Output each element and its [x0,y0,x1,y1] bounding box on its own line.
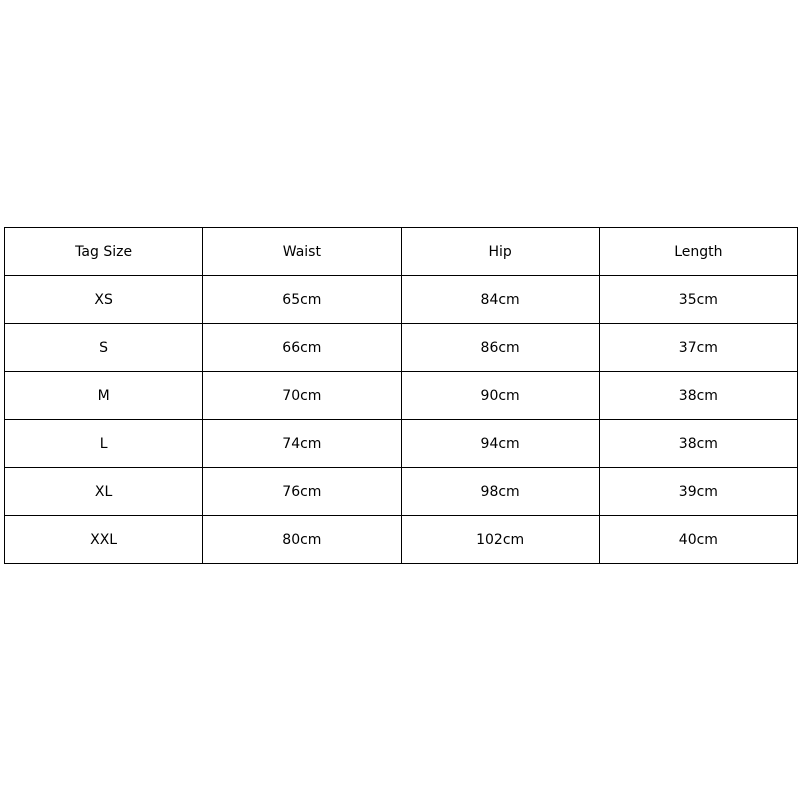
size-chart-table [4,227,798,564]
table-row [5,372,798,420]
table-header [5,228,798,276]
table-row [5,516,798,564]
hip-cell: 102cm [401,516,599,564]
hip-cell: 90cm [401,372,599,420]
hip-cell: 98cm [401,468,599,516]
length-cell: 38cm [599,372,797,420]
table-row [5,276,798,324]
header-tag-size: Tag Size [5,228,203,276]
tag-size-cell: XL [5,468,203,516]
table-body [5,276,798,564]
header-row [5,228,798,276]
length-cell: 35cm [599,276,797,324]
waist-cell: 80cm [203,516,401,564]
tag-size-cell: L [5,420,203,468]
tag-size-cell: XXL [5,516,203,564]
length-cell: 38cm [599,420,797,468]
length-cell: 40cm [599,516,797,564]
header-hip: Hip [401,228,599,276]
waist-cell: 76cm [203,468,401,516]
header-length: Length [599,228,797,276]
header-waist: Waist [203,228,401,276]
hip-cell: 84cm [401,276,599,324]
waist-cell: 66cm [203,324,401,372]
waist-cell: 70cm [203,372,401,420]
waist-cell: 74cm [203,420,401,468]
table-row [5,324,798,372]
waist-cell: 65cm [203,276,401,324]
hip-cell: 94cm [401,420,599,468]
length-cell: 39cm [599,468,797,516]
table-row [5,420,798,468]
table-row [5,468,798,516]
tag-size-cell: S [5,324,203,372]
hip-cell: 86cm [401,324,599,372]
tag-size-cell: XS [5,276,203,324]
tag-size-cell: M [5,372,203,420]
length-cell: 37cm [599,324,797,372]
